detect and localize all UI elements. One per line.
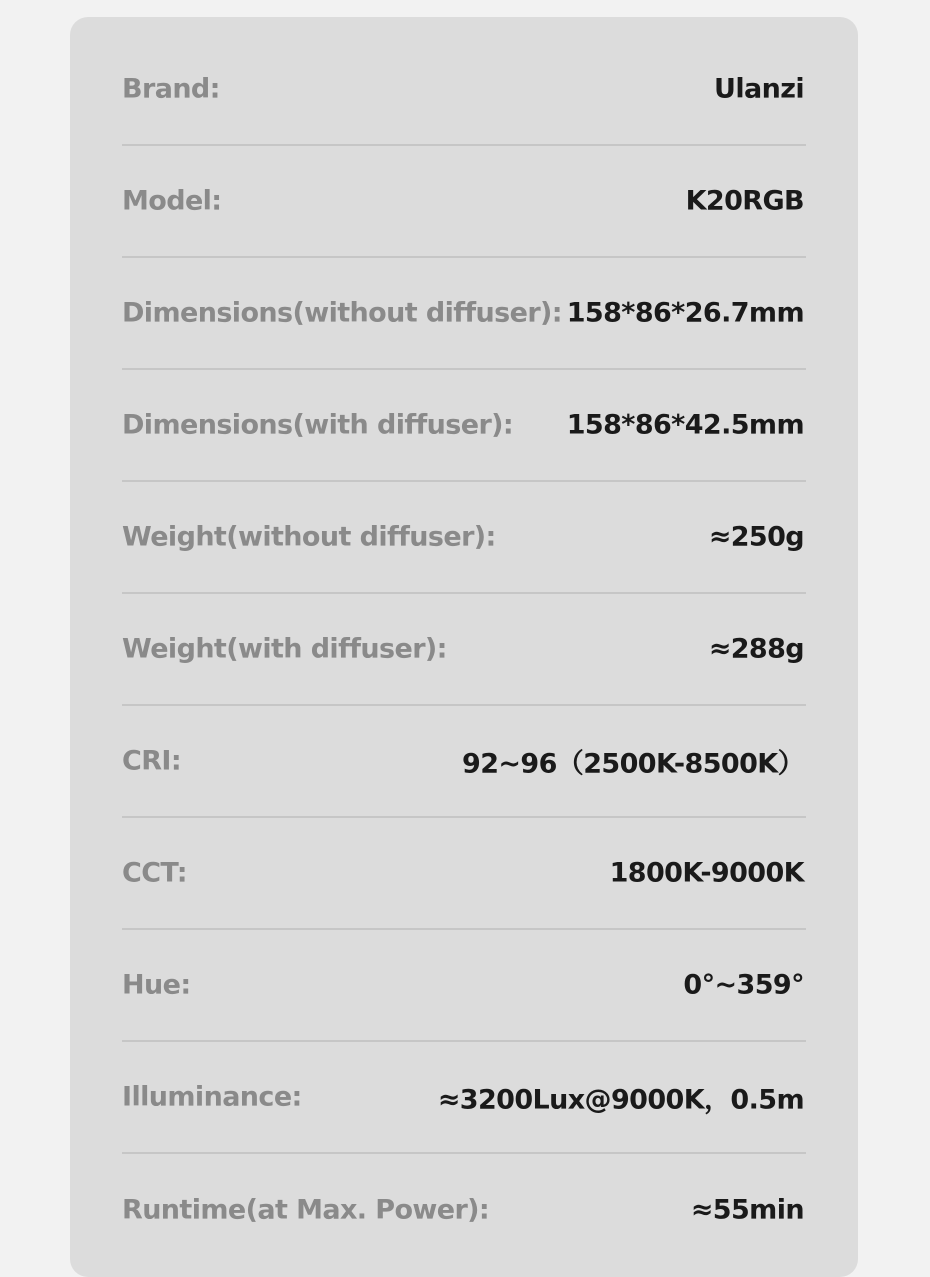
spec-label: Dimensions(with diffuser):: [122, 409, 514, 441]
spec-value: Ulanzi: [714, 73, 804, 105]
spec-row-model: [122, 146, 806, 258]
spec-row-brand: [122, 34, 806, 146]
spec-value: 1800K-9000K: [609, 857, 804, 889]
spec-row-dimensions-without-diffuser: [122, 258, 806, 370]
spec-value: 0°~359°: [683, 969, 804, 1001]
spec-value: ≈3200Lux@9000K，0.5m: [437, 1084, 804, 1116]
spec-row-hue: [122, 930, 806, 1042]
spec-value: 158*86*42.5mm: [566, 409, 804, 441]
spec-label: Brand:: [122, 73, 220, 105]
spec-row-weight-with-diffuser: [122, 594, 806, 706]
spec-row-cct: [122, 818, 806, 930]
spec-row-dimensions-with-diffuser: [122, 370, 806, 482]
spec-row-weight-without-diffuser: [122, 482, 806, 594]
spec-value: K20RGB: [685, 185, 804, 217]
spec-label: Dimensions(without diffuser):: [122, 297, 562, 329]
spec-row-runtime: [122, 1154, 806, 1266]
spec-value: 158*86*26.7mm: [566, 297, 804, 329]
spec-row-illuminance: [122, 1042, 806, 1154]
spec-value: ≈55min: [690, 1194, 804, 1226]
spec-label: Runtime(at Max. Power):: [122, 1194, 490, 1226]
spec-card: [70, 17, 858, 1277]
spec-value: ≈288g: [708, 633, 804, 665]
spec-label: CCT:: [122, 857, 187, 889]
spec-label: Hue:: [122, 969, 191, 1001]
spec-value: 92~96（2500K-8500K）: [462, 748, 804, 780]
spec-row-cri: [122, 706, 806, 818]
spec-label: Weight(with diffuser):: [122, 633, 447, 665]
spec-label: Weight(without diffuser):: [122, 521, 496, 553]
spec-label: Model:: [122, 185, 222, 217]
spec-label: Illuminance:: [122, 1081, 302, 1113]
spec-label: CRI:: [122, 745, 182, 777]
spec-value: ≈250g: [708, 521, 804, 553]
